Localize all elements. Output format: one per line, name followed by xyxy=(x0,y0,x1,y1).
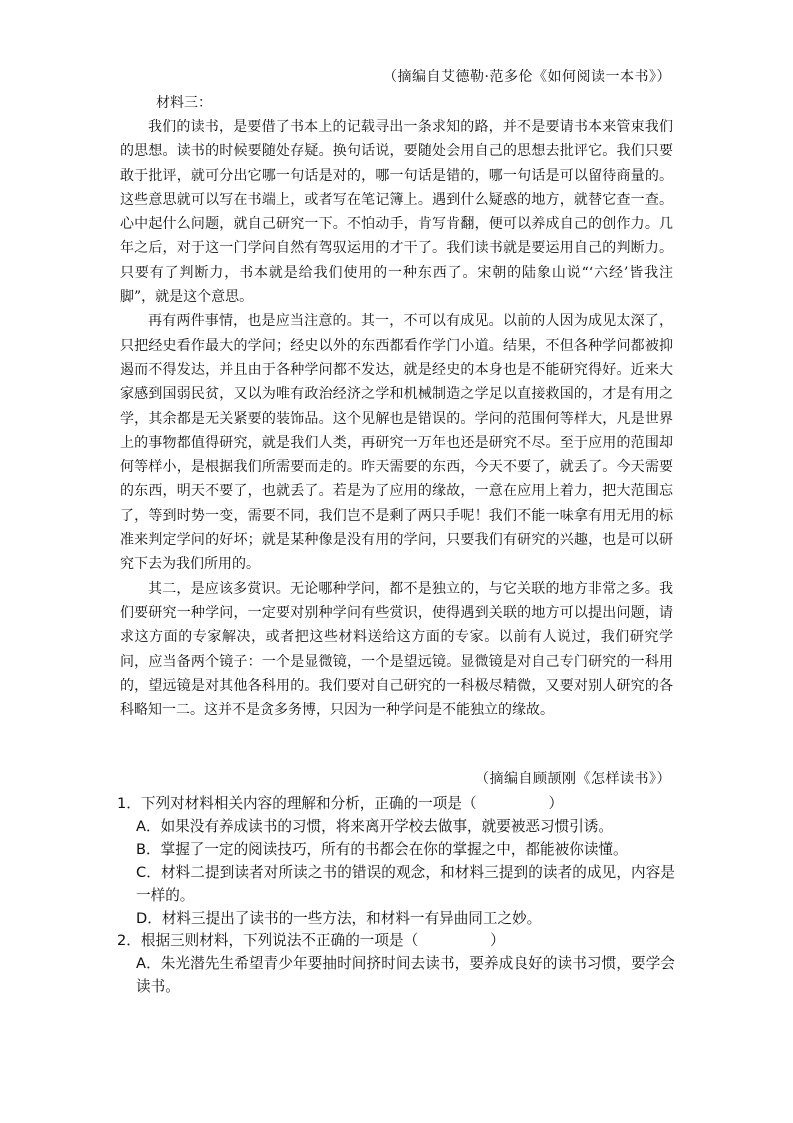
question-2-text: 2．根据三则材料，下列说法不正确的一项是（ xyxy=(117,932,419,950)
option-1b: B．掌握了一定的阅读技巧，所有的书都会在你的掌握之中，都能被你读懂。 xyxy=(136,840,628,858)
source-citation-1: （摘编自艾德勒·范多伦《如何阅读一本书》） xyxy=(383,69,671,85)
question-1-stem xyxy=(117,793,675,816)
question-list xyxy=(117,793,675,999)
option-2a: A．朱光潜先生希望青少年要抽时间挤时间去读书，要养成良好的读书习惯，要学会读书。 xyxy=(136,955,675,996)
material-3-label: 材料三： xyxy=(156,95,212,111)
option-1a: A．如果没有养成读书的习惯，将来离开学校去做事，就要被恶习惯引诱。 xyxy=(136,817,613,835)
paragraph-1: 我们的读书，是要借了书本上的记载寻出一条求知的路，并不是要请书本来管束我们的思想。读书的时候要随处存疑。换句话说，要随处会用自己的思想去批评它。我们只要敢于批评，就可分出它哪一句话是对的，哪一句话是错的，哪一句话是可以留待商量的。这些意思就可以写在书端上，或者写在笔记簿上。遇到什么疑惑的地方，就替它查一查。心中起什么问题，就自己研究一下。不怕动手，肯写肯翻，便可以养成自己的创作力。几年之后，对于这一门学问自然有驾驭运用的才干了。我们读书就是要运用自己的判断力。只要有了判断力，书本就是给我们使用的一种东西了。宋朝的陆象山说“‘六经’皆我注脚”，就是这个意思。 xyxy=(120,119,673,306)
option-1c: C．材料二提到读者对所读之书的错误的观念，和材料三提到的读者的成见，内容是一样的。 xyxy=(136,863,675,904)
question-2-stem xyxy=(117,930,675,953)
paragraph-3: 其二，是应该多赏识。无论哪种学问，都不是独立的，与它关联的地方非常之多。我们要研究一种学问，一定要对别种学问有些赏识，使得遇到关联的地方可以提出问题，请求这方面的专家解决，或者把这些材料送给这方面的专家。以前有人说过，我们研究学问，应当备两个镜子：一个是显微镜，一个是望远镜。显微镜是对自己专门研究的一科用的，望远镜是对其他各科用的。我们要对自己研究的一科极尽精微，又要对别人研究的各科略知一二。这并不是贪多务博，只因为一种学问是不能独立的缘故。 xyxy=(120,580,673,719)
question-1-text: 1．下列对材料相关内容的理解和分析，正确的一项是（ xyxy=(117,795,477,812)
source-citation-2: （摘编自顾颉刚《怎样读书》） xyxy=(475,771,671,787)
material-3-text xyxy=(120,115,673,722)
question-1-close: ） xyxy=(548,795,564,812)
question-2-close: ） xyxy=(490,932,505,950)
option-1d: D．材料三提出了读书的一些方法，和材料一有异曲同工之妙。 xyxy=(136,909,542,927)
paragraph-2: 再有两件事情，也是应当注意的。其一，不可以有成见。以前的人因为成见太深了，只把经史看作最大的学问；经史以外的东西都看作学门小道。结果，不但各种学问都被抑遏而不得发达，并且由于各种学问都不发达，就是经史的本身也是不能研究得好。近来大家感到国弱民贫，又以为唯有政治经济之学和机械制造之学足以直接救国的，才是有用之学，其余都是无关紧要的装饰品。这个见解也是错误的。学问的范围何等样大，凡是世界上的事物都值得研究，就是我们人类，再研究一万年也还是研究不尽。至于应用的范围却何等样小，是根据我们所需要而走的。昨天需要的东西，今天不要了，就丢了。今天需要的东西，明天不要了，也就丢了。若是为了应用的缘故，一意在应用上着力，把大范围忘了，等到时势一变，需要不同，我们岂不是剩了两只手呢！我们不能一味拿有用无用的标准来判定学问的好坏；就是某种像是没有用的学问，只要我们有研究的兴趣，也是可以研究下去为我们所用的。 xyxy=(120,313,673,573)
